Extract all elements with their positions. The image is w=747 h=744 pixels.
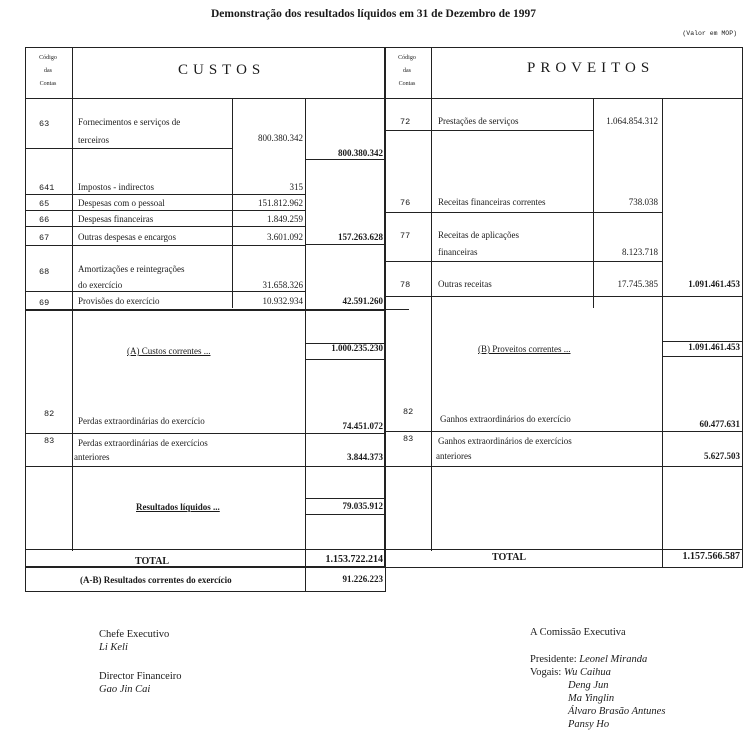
signature-block-left [99, 628, 182, 696]
account-description: Amortizações e reintegrações [78, 264, 185, 274]
account-value: 151.812.962 [258, 198, 303, 208]
account-description: Outras despesas e encargos [78, 232, 177, 242]
codigo-header-line: das [44, 68, 52, 74]
costs-total-label: TOTAL [135, 556, 170, 567]
signature-block-right [530, 626, 665, 731]
subtotal-value: 5.627.503 [704, 451, 740, 461]
revenue-total-label: TOTAL [492, 552, 527, 563]
members-label: Vogais: [530, 667, 562, 678]
account-code: 78 [400, 280, 411, 290]
finance-director-title: Director Financeiro [99, 671, 182, 682]
account-description: terceiros [78, 135, 109, 145]
account-description: Ganhos extraordinários do exercício [440, 414, 571, 424]
currency-unit: (Valor em MOP) [682, 30, 737, 37]
account-description: Provisões do exercício [78, 296, 160, 306]
codigo-header-line: Código [39, 55, 57, 61]
codigo-header [384, 52, 430, 91]
account-description: do exercício [78, 280, 123, 290]
account-description: Despesas com o pessoal [78, 198, 165, 208]
account-code: 63 [39, 119, 50, 129]
codigo-header-line: das [403, 68, 411, 74]
account-description: Perdas extraordinárias de exercícios [78, 438, 208, 448]
codigo-header [25, 52, 71, 91]
account-code: 641 [39, 183, 55, 193]
account-code: 77 [400, 231, 411, 241]
custos-heading: CUSTOS [178, 62, 266, 78]
account-code: 69 [39, 298, 50, 308]
costs-subtotal-value: 1.000.235.230 [331, 343, 383, 353]
account-description: Receitas financeiras correntes [438, 197, 546, 207]
costs-subtotal-label: (A) Custos correntes ... [127, 346, 211, 356]
costs-total-value: 1.153.722.214 [325, 554, 383, 565]
account-value: 8.123.718 [622, 247, 658, 257]
subtotal-value: 42.591.260 [342, 296, 383, 306]
account-value: 738.038 [628, 197, 658, 207]
net-result-value: 79.035.912 [342, 501, 383, 511]
chief-executive-name: Li Keli [99, 642, 128, 653]
account-value: 17.745.385 [617, 279, 658, 289]
current-results-label: (A-B) Resultados correntes do exercício [80, 575, 232, 585]
finance-director-name: Gao Jin Cai [99, 684, 151, 695]
revenue-total-value: 1.157.566.587 [682, 551, 740, 562]
account-code: 72 [400, 117, 411, 127]
account-code: 76 [400, 198, 411, 208]
net-result-label: Resultados líquidos ... [136, 502, 220, 512]
president-label: Presidente: [530, 654, 577, 665]
account-value: 10.932.934 [262, 296, 303, 306]
account-code: 66 [39, 215, 50, 225]
account-description: Perdas extraordinárias do exercício [78, 416, 205, 426]
account-code: 65 [39, 199, 50, 209]
document-title: Demonstração dos resultados líquidos em 31 de Dezembro de 1997 [210, 8, 537, 20]
revenue-subtotal-label: (B) Proveitos correntes ... [478, 344, 571, 354]
subtotal-value: 1.091.461.453 [688, 279, 740, 289]
account-description: Outras receitas [438, 279, 492, 289]
member-name: Deng Jun [568, 680, 609, 691]
account-description: Impostos - indirectos [78, 182, 154, 192]
member-name: Ma Yinglin [568, 693, 615, 704]
subtotal-value: 3.844.373 [347, 452, 383, 462]
member-name: Pansy Ho [568, 719, 610, 730]
account-description: Prestações de serviços [438, 116, 519, 126]
codigo-header-line: Contas [398, 81, 416, 87]
account-description: Receitas de aplicações [438, 230, 519, 240]
account-code: 68 [39, 267, 50, 277]
subtotal-value: 800.380.342 [338, 148, 383, 158]
member-name: Álvaro Brasão Antunes [568, 706, 666, 717]
account-code: 82 [403, 407, 414, 417]
subtotal-value: 60.477.631 [699, 419, 740, 429]
account-code: 67 [39, 233, 50, 243]
current-results-value: 91.226.223 [342, 574, 383, 584]
proveitos-heading: PROVEITOS [527, 60, 655, 76]
account-value: 3.601.092 [267, 232, 303, 242]
codigo-header-line: Contas [39, 81, 57, 87]
member-name: Wu Caihua [563, 667, 611, 678]
account-value: 800.380.342 [258, 133, 303, 143]
account-description: Fornecimentos e serviços de [78, 117, 181, 127]
account-description: anteriores [436, 451, 472, 461]
executive-committee-title: A Comissão Executiva [530, 627, 626, 638]
president-name: Leonel Miranda [579, 654, 648, 665]
account-value: 31.658.326 [262, 280, 303, 290]
subtotal-value: 157.263.628 [338, 232, 383, 242]
account-value: 1.064.854.312 [606, 116, 658, 126]
account-description: Despesas financeiras [78, 214, 154, 224]
account-code: 83 [44, 436, 55, 446]
account-value: 1.849.259 [267, 214, 303, 224]
codigo-header-line: Código [398, 55, 416, 61]
account-value: 315 [289, 182, 303, 192]
account-code: 82 [44, 409, 55, 419]
revenue-subtotal-value: 1.091.461.453 [688, 342, 740, 352]
account-description: anteriores [74, 452, 110, 462]
account-description: financeiras [438, 247, 478, 257]
account-description: Ganhos extraordinários de exercícios [438, 436, 572, 446]
account-code: 83 [403, 434, 414, 444]
subtotal-value: 74.451.072 [342, 421, 383, 431]
chief-executive-title: Chefe Executivo [99, 629, 170, 640]
